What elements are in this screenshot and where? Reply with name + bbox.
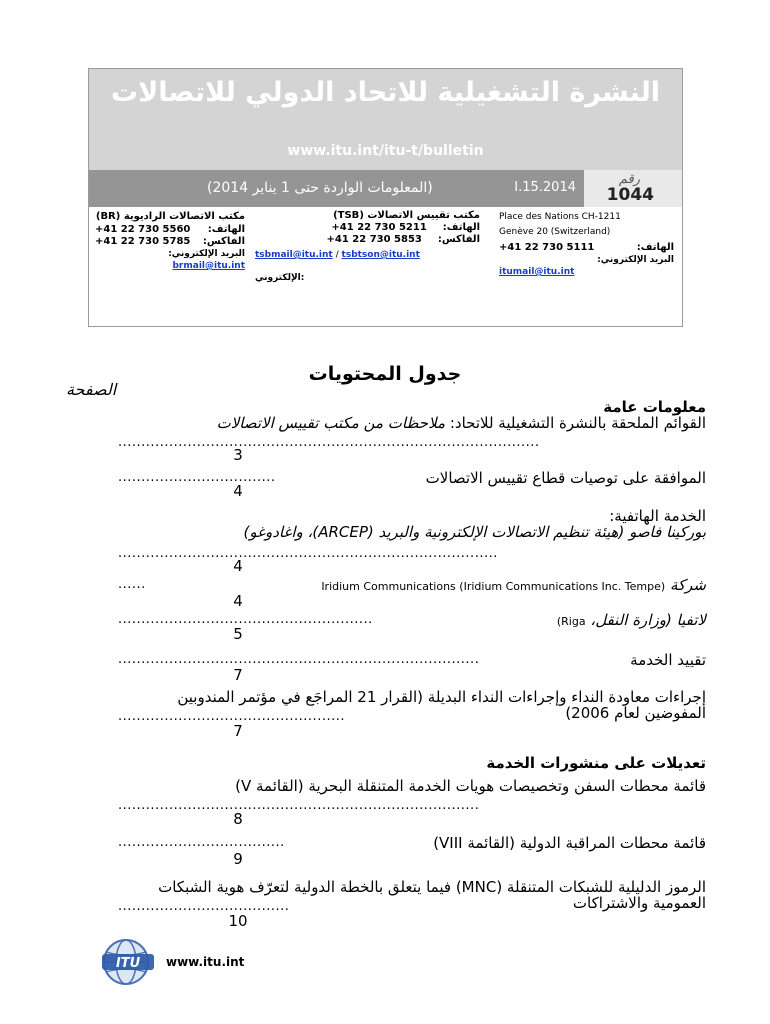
tsb-email-link-2[interactable]: tsbtson@itu.int xyxy=(341,250,420,260)
dot-leader: ...... xyxy=(118,577,146,592)
toc-page-number: 8 xyxy=(233,810,243,828)
toc-page-number: 4 xyxy=(233,592,243,610)
tsb-email-separator: / xyxy=(335,250,339,260)
address-line-1: Place des Nations CH-1211 xyxy=(499,212,621,222)
itu-globe-icon xyxy=(100,932,156,992)
dot-leader: ........................................................................................... xyxy=(118,435,540,450)
toc-entry-text: تقييد الخدمة xyxy=(630,651,706,669)
dot-leader: ..................................... xyxy=(118,899,290,914)
general-phone-label: الهاتف: xyxy=(636,242,674,253)
toc-entry-service-restriction[interactable] xyxy=(118,652,706,684)
dot-leader: .................................. xyxy=(118,470,276,485)
toc-title: جدول المحتويات xyxy=(308,363,462,385)
toc-entry-text: الخدمة الهاتفية: xyxy=(609,507,706,525)
toc-page-number: 5 xyxy=(233,625,243,643)
toc-page-number: 7 xyxy=(233,722,243,740)
tsb-fax-label: الفاكس: xyxy=(437,234,480,245)
dot-leader: ....................................................... xyxy=(118,612,373,627)
toc-entry-text: الرموز الدليلية للشبكات المتنقلة (MNC) فيما يتعلق بالخطة الدولية لتعرّف هوية الشبكات العمومية والاشتراكات xyxy=(158,878,706,912)
toc-page-number: 4 xyxy=(233,482,243,500)
toc-entry-text: الموافقة على توصيات قطاع تقييس الاتصالات xyxy=(425,469,706,487)
toc-entry-list-viii[interactable] xyxy=(118,835,706,867)
tsb-title: مكتب تقييس الاتصالات (TSB) xyxy=(333,210,480,221)
issue-date: I.15.2014 xyxy=(514,180,576,195)
toc-entry-italic: ملاحظات من مكتب تقييس الاتصالات xyxy=(216,414,446,432)
issue-number: 1044 xyxy=(606,185,654,205)
toc-page-number: 4 xyxy=(233,557,243,575)
toc-entry-text: Riga) xyxy=(556,615,586,628)
br-email-link[interactable]: brmail@itu.int xyxy=(172,261,245,271)
toc-entry-text: إجراءات معاودة النداء وإجراءات النداء البديلة (القرار 21 المراجَع في مؤتمر المندوبين المفوضين لعام 2006) xyxy=(177,688,706,722)
br-fax-label: الفاكس: xyxy=(202,236,245,247)
toc-entry-italic: بوركينا فاصو (هيئة تنظيم الاتصالات الإلكترونية والبريد (ARCEP)، واغادوغو) xyxy=(243,523,706,541)
footer-url[interactable]: www.itu.int xyxy=(166,955,245,969)
svg-text:ITU: ITU xyxy=(115,956,141,971)
toc-entry-latvia[interactable] xyxy=(118,612,706,644)
br-fax: +41 22 730 5785 xyxy=(95,236,191,247)
toc-entry-text: قائمة محطات السفن وتخصيصات هويات الخدمة المتنقلة البحرية (القائمة V) xyxy=(235,777,706,795)
page-column-label: الصفحة xyxy=(66,380,117,399)
toc-entry-list-v[interactable] xyxy=(118,778,706,828)
bulletin-url[interactable]: www.itu.int/itu-t/bulletin xyxy=(287,143,484,159)
issue-number-box xyxy=(584,170,682,207)
issue-info-band xyxy=(89,170,682,207)
tsb-phone-label: الهاتف: xyxy=(442,222,480,233)
itu-logo xyxy=(100,932,156,992)
dot-leader: .............................................................................. xyxy=(118,652,480,667)
toc-entry-burkina-faso[interactable] xyxy=(118,524,706,574)
tsb-email-link-1[interactable]: tsbmail@itu.int xyxy=(255,250,333,260)
toc-entry-text: قائمة محطات المراقبة الدولية (القائمة VIII) xyxy=(433,834,706,852)
br-contact xyxy=(95,210,245,272)
tsb-contact xyxy=(255,210,480,283)
section-heading-general: معلومات عامة xyxy=(603,398,706,416)
general-phone: +41 22 730 5111 xyxy=(499,242,595,253)
br-phone-label: الهاتف: xyxy=(207,224,245,235)
dot-leader: .............................................................................. xyxy=(118,798,480,813)
toc-page-number: 3 xyxy=(233,446,243,464)
br-email-label: البريد الإلكتروني: xyxy=(168,249,245,259)
toc-entry-italic: شركة xyxy=(669,576,706,594)
toc-entry-text: القوائم الملحقة بالنشرة التشغيلية للاتحاد: xyxy=(449,414,706,432)
dot-leader: .................................................................................. xyxy=(118,546,498,561)
toc-page-number: 9 xyxy=(233,850,243,868)
tsb-email-label: :الإلكتروني xyxy=(255,273,305,283)
br-title: مكتب الاتصالات الراديوية (BR) xyxy=(95,211,245,222)
toc-entry-italic: لاتفيا (وزارة النقل، xyxy=(590,611,706,629)
toc-entry-approval[interactable] xyxy=(118,470,706,500)
toc-entry-annexes[interactable] xyxy=(118,415,706,463)
section-heading-service-publications: تعديلات على منشورات الخدمة xyxy=(486,754,706,772)
dot-leader: .................................... xyxy=(118,835,285,850)
toc-entry-mnc[interactable] xyxy=(118,879,706,929)
toc-entry-iridium[interactable] xyxy=(118,577,706,609)
issue-label: رقم xyxy=(618,172,640,187)
bulletin-header xyxy=(88,68,683,327)
issue-subtitle: (المعلومات الواردة حتى 1 يناير 2014) xyxy=(207,180,433,196)
bulletin-title: النشرة التشغيلية للاتحاد الدولي للاتصالات xyxy=(110,77,660,108)
toc-entry-text: Iridium Communications (Iridium Communications Inc. Tempe) xyxy=(321,580,666,593)
toc-entry-callback[interactable] xyxy=(118,689,706,741)
dot-leader: ................................................. xyxy=(118,709,345,724)
general-email-label: البريد الإلكتروني: xyxy=(597,255,674,265)
toc-entry-telephone-service xyxy=(118,508,706,524)
br-phone: +41 22 730 5560 xyxy=(95,224,191,235)
tsb-phone: +41 22 730 5211 xyxy=(331,222,427,233)
tsb-fax: +41 22 730 5853 xyxy=(326,234,422,245)
title-band xyxy=(89,69,682,170)
toc-page-number: 10 xyxy=(228,912,248,930)
general-contact xyxy=(499,210,674,278)
address-line-2: Genève 20 (Switzerland) xyxy=(499,227,611,237)
general-email-link[interactable]: itumail@itu.int xyxy=(499,267,575,277)
toc-page-number: 7 xyxy=(233,666,243,684)
